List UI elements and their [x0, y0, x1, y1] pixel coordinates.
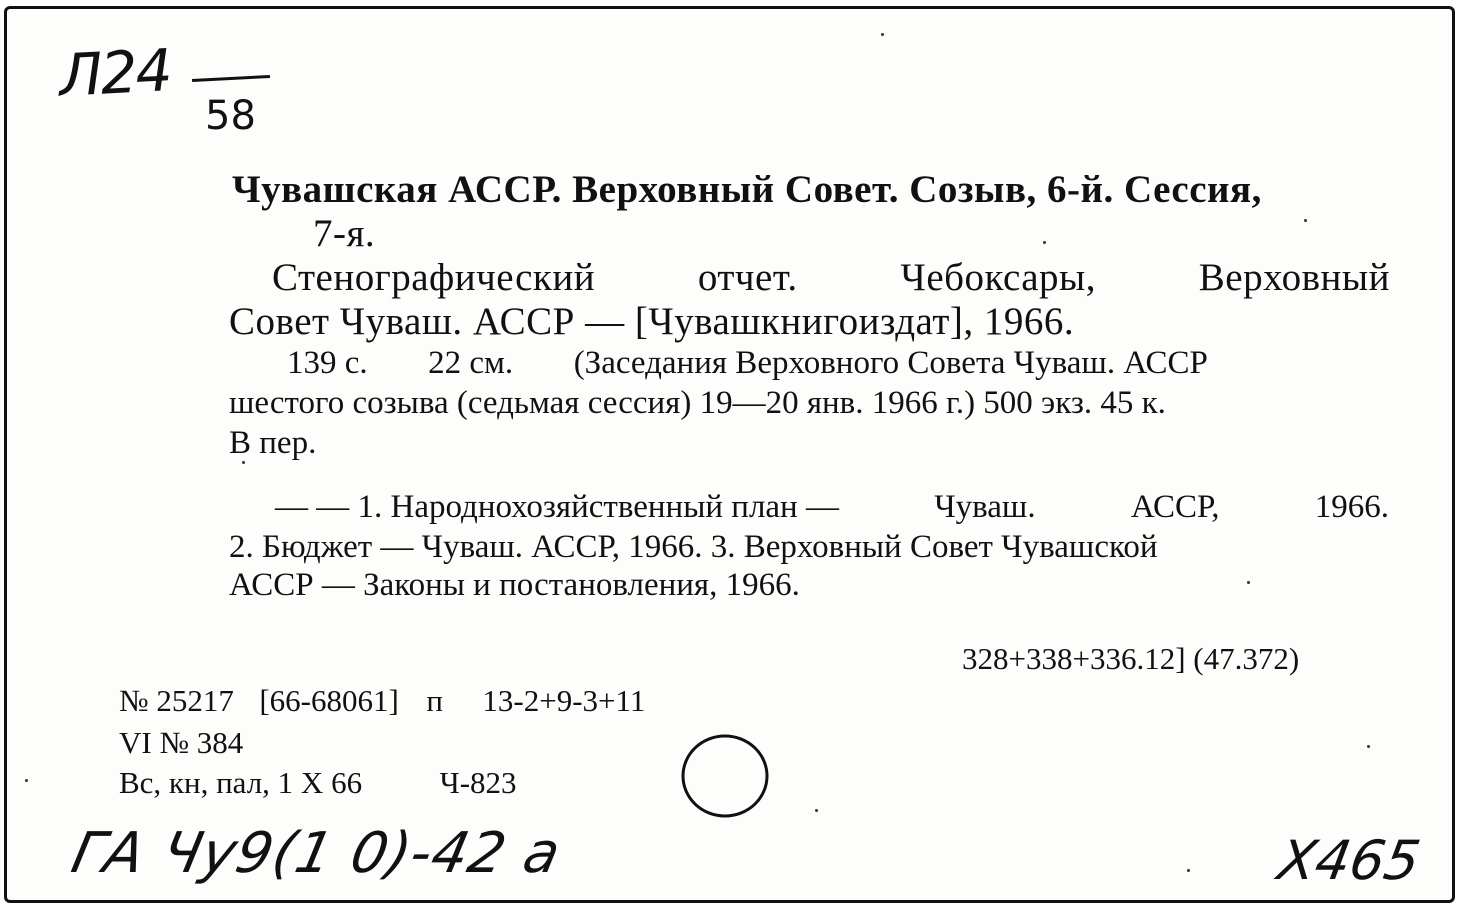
imprint-line-2: VI № 384: [119, 725, 244, 760]
imprint-date: Вс, кн, пал, 1 X 66: [119, 765, 363, 800]
speck: [1304, 219, 1307, 222]
imprint-line-1: [119, 683, 645, 719]
description-line-3: В пер.: [229, 425, 317, 461]
speck: [1247, 581, 1250, 584]
series-note: (Заседания Верховного Совета Чуваш. АССР: [573, 345, 1208, 381]
speck: [1187, 869, 1190, 872]
description-line-2: шестого созыва (седьмая сессия) 19—20 янв. 1966 г.) 500 экз. 45 к.: [229, 385, 1166, 421]
subjects-line-2: 2. Бюджет — Чуваш. АССР, 1966. 3. Верховный Совет Чувашской: [229, 529, 1158, 565]
title-word: Чебоксары,: [900, 256, 1096, 299]
heading-line-1: Чувашская АССР. Верховный Совет. Созыв, 6-й. Сессия,: [232, 168, 1262, 211]
catalog-card: [4, 6, 1455, 903]
speck: [1367, 745, 1370, 748]
heading-line-2: 7-я.: [313, 212, 376, 255]
card-number: [66-68061]: [259, 683, 399, 718]
speck: [1043, 241, 1046, 244]
handwritten-call-number: ГА Чу9(1 0)-42 а: [66, 821, 567, 886]
imprint-line-3: [119, 765, 517, 801]
description-line-1: [287, 345, 1208, 382]
speck: [881, 33, 884, 36]
title-word: Верховный: [1198, 256, 1390, 299]
order-number: № 25217: [119, 683, 234, 718]
shelf-mark-bottom: 58: [205, 93, 256, 139]
subject-part: — — 1. Народнохозяйственный план —: [275, 489, 839, 525]
circle-stamp: [677, 731, 777, 821]
speck: [242, 461, 245, 464]
speck: [815, 809, 818, 812]
print-mark: п: [426, 683, 443, 718]
speck: [25, 779, 28, 782]
handwritten-inventory-number: Х465: [1273, 829, 1425, 892]
subject-part: 1966.: [1314, 489, 1389, 525]
title-line-2: Совет Чуваш. АССР — [Чувашкнигоиздат], 1966.: [229, 300, 1075, 343]
subjects-line-1: [275, 489, 1389, 526]
shelf-mark-rule: [192, 75, 270, 82]
subjects-line-3: АССР — Законы и постановления, 1966.: [229, 567, 800, 603]
subject-part: АССР,: [1130, 489, 1220, 525]
shelf-mark-top: Л24: [57, 36, 173, 110]
title-line-1: [272, 255, 1390, 300]
size: 22 см.: [428, 345, 514, 381]
title-word: отчет.: [697, 256, 798, 299]
copy-code: 13-2+9-3+11: [482, 683, 646, 718]
imprint-code: Ч-823: [439, 765, 517, 800]
subject-part: Чуваш.: [934, 489, 1036, 525]
title-word: Стенографический: [272, 256, 596, 299]
pages: 139 с.: [287, 345, 368, 381]
classification-index: 328+338+336.12] (47.372): [962, 641, 1300, 676]
